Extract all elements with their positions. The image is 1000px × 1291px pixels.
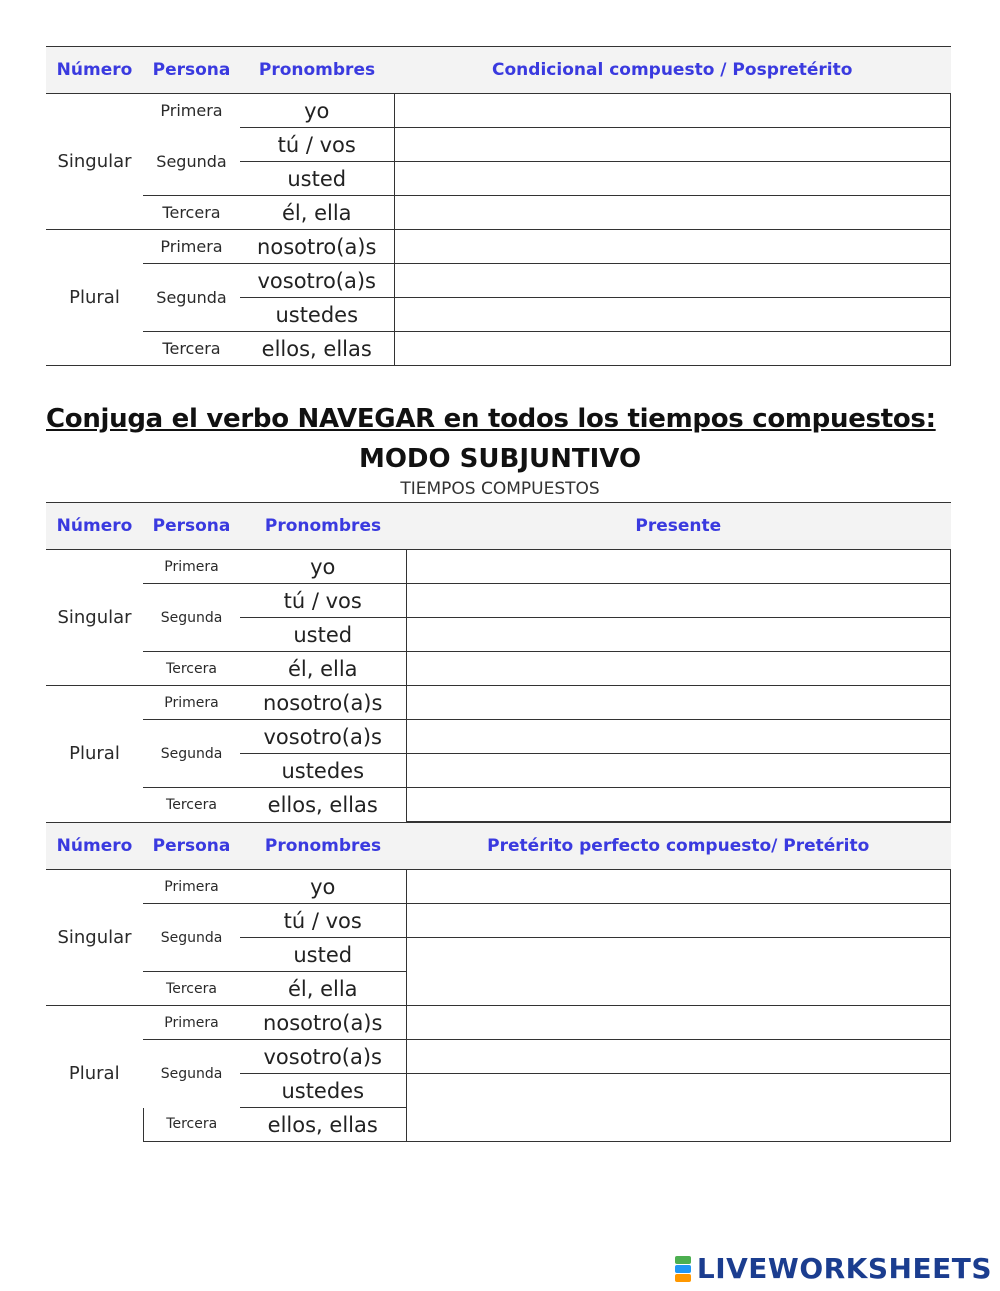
answer-input-yo[interactable]: [407, 550, 951, 583]
logo-block-blue: [675, 1265, 691, 1273]
answer-input-vosotros[interactable]: [395, 264, 951, 297]
persona-segunda: Segunda: [143, 1040, 240, 1108]
logo-block-green: [675, 1256, 691, 1264]
answer-cell[interactable]: [394, 162, 951, 196]
answer-input-nosotros[interactable]: [407, 686, 951, 719]
answer-input-vosotros[interactable]: [407, 720, 951, 753]
answer-input-tu[interactable]: [407, 904, 951, 937]
pronoun-ustedes: ustedes: [240, 298, 394, 332]
table-row: [46, 196, 951, 230]
persona-segunda: Segunda: [143, 720, 240, 788]
persona-primera: Primera: [143, 94, 240, 128]
answer-input-yo[interactable]: [395, 94, 951, 127]
answer-cell[interactable]: [406, 938, 951, 1006]
table-header-row: [46, 47, 951, 94]
tenses-subtitle: TIEMPOS COMPUESTOS: [400, 479, 600, 499]
header-numero: Número: [46, 47, 143, 94]
answer-cell[interactable]: [394, 332, 951, 366]
persona-primera: Primera: [143, 1006, 240, 1040]
header-numero: Número: [46, 823, 143, 870]
pronoun-el: él, ella: [240, 972, 406, 1006]
table-row: [46, 1040, 951, 1074]
persona-tercera: Tercera: [143, 332, 240, 366]
table-row: [46, 686, 951, 720]
header-pronombres: Pronombres: [240, 47, 394, 94]
answer-input-nosotros[interactable]: [395, 230, 951, 263]
answer-cell[interactable]: [406, 618, 951, 652]
answer-cell[interactable]: [394, 196, 951, 230]
numero-plural: Plural: [46, 1006, 143, 1142]
pronoun-yo: yo: [240, 550, 406, 584]
pronoun-usted: usted: [240, 162, 394, 196]
answer-cell[interactable]: [406, 652, 951, 686]
answer-cell[interactable]: [406, 686, 951, 720]
pronoun-tu: tú / vos: [240, 904, 406, 938]
answer-input-el[interactable]: [395, 196, 951, 229]
table-row: [46, 720, 951, 754]
numero-singular: Singular: [46, 870, 143, 1006]
answer-cell[interactable]: [406, 904, 951, 938]
pronoun-yo: yo: [240, 870, 406, 904]
header-numero: Número: [46, 503, 143, 550]
header-tense: Condicional compuesto / Pospretérito: [394, 47, 951, 94]
answer-cell[interactable]: [394, 230, 951, 264]
persona-primera: Primera: [143, 550, 240, 584]
brand-name: LIVEWORKSHEETS: [696, 1252, 992, 1285]
persona-tercera: Tercera: [143, 972, 240, 1006]
numero-plural: Plural: [46, 230, 143, 366]
persona-segunda: Segunda: [156, 151, 227, 171]
answer-input-tu[interactable]: [395, 128, 951, 161]
answer-cell[interactable]: [406, 584, 951, 618]
mode-title: MODO SUBJUNTIVO: [358, 444, 642, 474]
table-row: [46, 264, 951, 298]
pronoun-ellos: ellos, ellas: [240, 788, 406, 822]
pronoun-nosotros: nosotro(a)s: [240, 686, 406, 720]
pronoun-el: él, ella: [240, 652, 406, 686]
header-persona: Persona: [143, 47, 240, 94]
pronoun-el: él, ella: [240, 196, 394, 230]
table-row: [46, 128, 951, 162]
header-persona: Persona: [143, 503, 240, 550]
persona-tercera: Tercera: [143, 196, 240, 230]
table-row: [46, 904, 951, 938]
preterito-table: [46, 822, 951, 1142]
answer-cell[interactable]: [394, 264, 951, 298]
answer-cell[interactable]: [406, 754, 951, 788]
persona-primera: Primera: [143, 686, 240, 720]
logo-block-orange: [675, 1274, 691, 1282]
table-row: [46, 1006, 951, 1040]
pronoun-nosotros: nosotro(a)s: [240, 1006, 406, 1040]
answer-input-ustedes[interactable]: [407, 754, 951, 787]
presente-table: [46, 502, 951, 822]
persona-segunda: Segunda: [143, 904, 240, 972]
answer-cell[interactable]: [406, 870, 951, 904]
persona-primera: Primera: [143, 870, 240, 904]
table-header-row: [46, 823, 951, 870]
answer-input-usted[interactable]: [407, 938, 951, 1005]
pronoun-ellos: ellos, ellas: [240, 332, 394, 366]
table-row: [46, 584, 951, 618]
pronoun-ustedes: ustedes: [240, 754, 406, 788]
pronoun-vosotros: vosotro(a)s: [240, 264, 394, 298]
answer-input-usted[interactable]: [407, 618, 951, 651]
pronoun-ustedes: ustedes: [240, 1074, 406, 1108]
pronoun-tu: tú / vos: [240, 584, 406, 618]
answer-input-ustedes[interactable]: [407, 1074, 951, 1141]
pronoun-ellos: ellos, ellas: [240, 1108, 406, 1142]
answer-input-vosotros[interactable]: [407, 1040, 951, 1073]
answer-input-yo[interactable]: [407, 870, 951, 903]
numero-singular: Singular: [46, 94, 143, 230]
table-row: [46, 788, 951, 822]
answer-input-nosotros[interactable]: [407, 1006, 951, 1039]
persona-tercera: Tercera: [143, 652, 240, 686]
header-persona: Persona: [143, 823, 240, 870]
header-tense: Pretérito perfecto compuesto/ Pretérito: [406, 823, 951, 870]
answer-input-ellos[interactable]: [395, 332, 951, 365]
table-row: [46, 652, 951, 686]
numero-plural: Plural: [46, 686, 143, 822]
pronoun-vosotros: vosotro(a)s: [240, 1040, 406, 1074]
pronoun-vosotros: vosotro(a)s: [240, 720, 406, 754]
liveworksheets-brand: [675, 1252, 992, 1285]
answer-input-tu[interactable]: [407, 584, 951, 617]
numero-singular: Singular: [46, 550, 143, 686]
answer-input-ellos[interactable]: [407, 788, 951, 821]
pronoun-yo: yo: [240, 94, 394, 128]
pronoun-nosotros: nosotro(a)s: [240, 230, 394, 264]
table-row: [46, 550, 951, 584]
table-row: [46, 230, 951, 264]
table-row: [46, 870, 951, 904]
answer-input-usted[interactable]: [395, 162, 951, 195]
answer-cell[interactable]: [394, 298, 951, 332]
header-tense: Presente: [406, 503, 951, 550]
header-pronombres: Pronombres: [240, 823, 406, 870]
pronoun-tu: tú / vos: [240, 128, 394, 162]
persona-tercera: Tercera: [143, 1108, 240, 1142]
persona-segunda: Segunda: [143, 584, 240, 652]
answer-cell[interactable]: [394, 128, 951, 162]
answer-cell[interactable]: [406, 550, 951, 584]
table-row: [46, 332, 951, 366]
table-header-row: [46, 503, 951, 550]
answer-cell[interactable]: [406, 788, 951, 822]
persona-segunda: Segunda: [143, 264, 240, 332]
answer-input-ustedes[interactable]: [395, 298, 951, 331]
header-pronombres: Pronombres: [240, 503, 406, 550]
condicional-table: [46, 46, 951, 366]
pronoun-usted: usted: [240, 938, 406, 972]
answer-input-el[interactable]: [407, 652, 951, 685]
persona-tercera: Tercera: [143, 788, 240, 822]
instruction-heading: Conjuga el verbo NAVEGAR en todos los tiempos compuestos:: [46, 404, 936, 434]
answer-cell[interactable]: [394, 94, 951, 128]
table-row: [46, 94, 951, 128]
persona-primera: Primera: [143, 230, 240, 264]
answer-cell[interactable]: [406, 1074, 951, 1142]
answer-cell[interactable]: [406, 1040, 951, 1074]
answer-cell[interactable]: [406, 720, 951, 754]
answer-cell[interactable]: [406, 1006, 951, 1040]
pronoun-usted: usted: [240, 618, 406, 652]
liveworksheets-logo-icon: [675, 1256, 691, 1282]
